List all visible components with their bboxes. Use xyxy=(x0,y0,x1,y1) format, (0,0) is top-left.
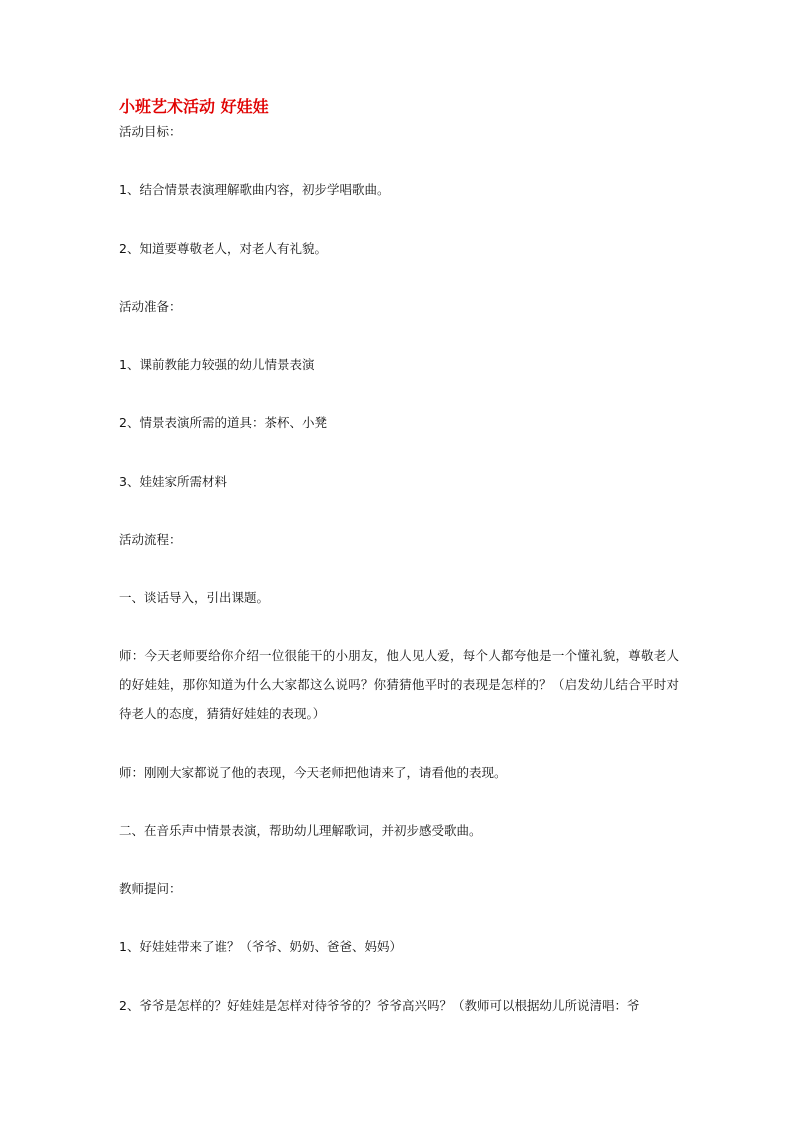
teacher-paragraph-2: 师：刚刚大家都说了他的表现，今天老师把他请来了，请看他的表现。 xyxy=(119,765,507,780)
goals-heading: 活动目标： xyxy=(119,124,182,139)
process-step-2: 二、在音乐声中情景表演，帮助幼儿理解歌词，并初步感受歌曲。 xyxy=(119,823,482,838)
prep-item-1: 1、课前教能力较强的幼儿情景表演 xyxy=(119,357,315,372)
question-item-2: 2、爷爷是怎样的？好娃娃是怎样对待爷爷的？爷爷高兴吗？（教师可以根据幼儿所说清唱：爷 xyxy=(119,998,640,1013)
teacher-paragraph-1: 师：今天老师要给你介绍一位很能干的小朋友，他人见人爱，每个人都夸他是一个懂礼貌，尊敬老人的好娃娃，那你知道为什么大家都这么说吗？你猜猜他平时的表现是怎样的？（启发幼儿结合平时对待老人的态度，猜猜好娃娃的表现。） xyxy=(119,648,679,721)
goal-item-1: 1、结合情景表演理解歌曲内容，初步学唱歌曲。 xyxy=(119,182,390,197)
prep-item-3: 3、娃娃家所需材料 xyxy=(119,474,227,489)
questions-heading: 教师提问： xyxy=(119,881,182,896)
process-step-1: 一、谈话导入，引出课题。 xyxy=(119,590,270,605)
prep-heading: 活动准备： xyxy=(119,299,182,314)
question-item-1: 1、好娃娃带来了谁？（爷爷、奶奶、爸爸、妈妈） xyxy=(119,939,402,954)
goal-item-2: 2、知道要尊敬老人，对老人有礼貌。 xyxy=(119,241,327,256)
prep-item-2: 2、情景表演所需的道具：茶杯、小凳 xyxy=(119,415,327,430)
document-title: 小班艺术活动 好娃娃 xyxy=(119,97,269,116)
process-heading: 活动流程： xyxy=(119,532,182,547)
